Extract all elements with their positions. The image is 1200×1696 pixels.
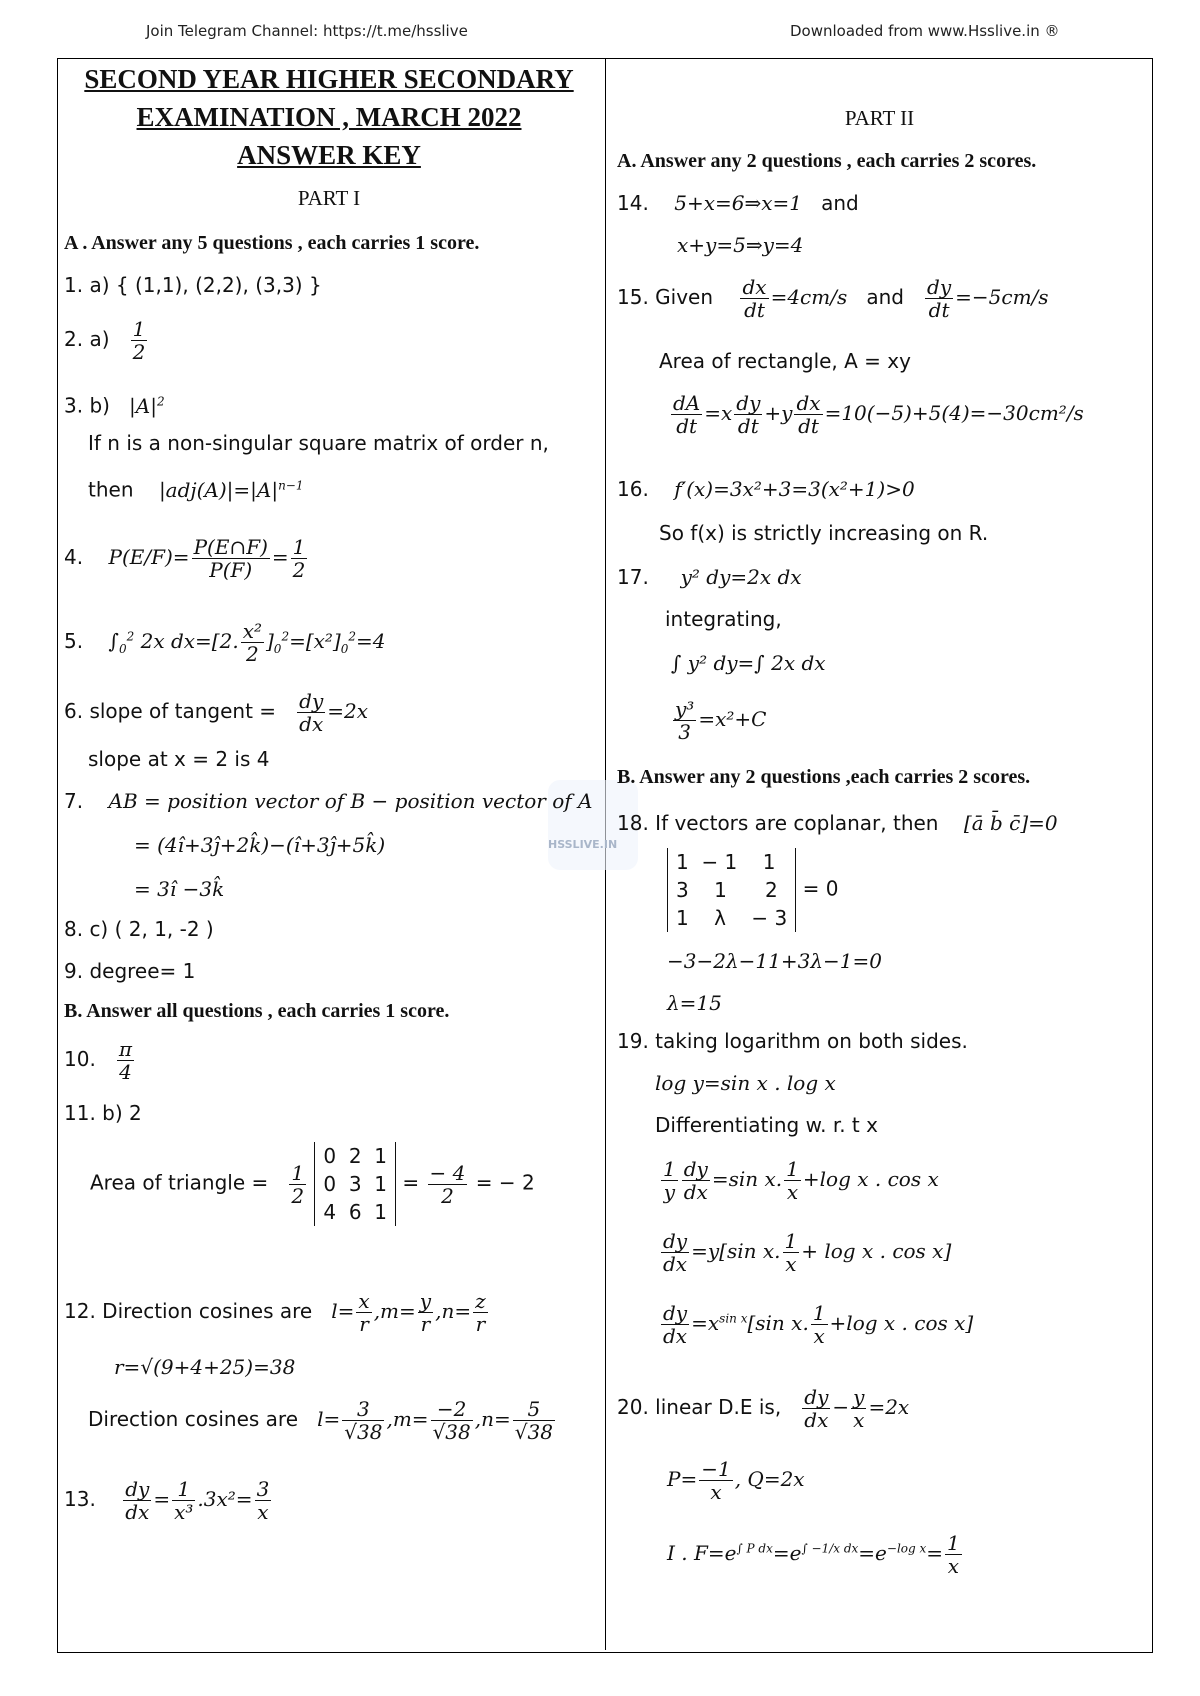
answer-14 bbox=[617, 190, 859, 216]
answer-18-equation: −3−2λ−11+3λ−1=0 bbox=[667, 949, 882, 973]
answer-3-then-label: then bbox=[88, 477, 134, 502]
answer-4: 4. P(E/F)= $\frac{P(E\cap F)}{P(F)}$ = $\frac{1}{2}$ bbox=[64, 535, 306, 582]
answer-20-IF: I . $F=e^{\int P dx}=e^{\int -1/x dx}=e^{-log x}=$ $\frac{1}{x}$ bbox=[667, 1531, 960, 1578]
answer-15-area: Area of rectangle, A = xy bbox=[659, 349, 911, 373]
answer-12-label: 12. Direction cosines are bbox=[64, 1299, 313, 1323]
answer-17-expr: y² dy=2x dx bbox=[680, 565, 802, 589]
title-line-3: ANSWER KEY bbox=[237, 140, 421, 170]
answer-15: 15. Given $\frac{dx}{dt}$ =4cm/s and $\frac{dy}{dt}$ =−5cm/s bbox=[617, 275, 1049, 322]
answer-9: 9. degree= 1 bbox=[64, 959, 196, 983]
answer-17-result: $\frac{\text{y³}}{3}$ =x²+C bbox=[675, 697, 767, 744]
answer-12-dc: Direction cosines are l= $\frac{3}{√38}$ ,m= $\frac{-2}{√38}$ ,n= $\frac{5}{√38}$ bbox=[88, 1397, 553, 1444]
answer-16 bbox=[617, 476, 915, 502]
answer-8: 8. c) ( 2, 1, -2 ) bbox=[64, 917, 214, 941]
answer-6-note: slope at x = 2 is 4 bbox=[88, 747, 270, 771]
answer-18-label: 18. If vectors are coplanar, then bbox=[617, 811, 939, 835]
answer-4-label: 4. bbox=[64, 545, 84, 569]
part2-heading: PART II bbox=[844, 106, 915, 130]
answer-3: 3. b) $|A|^2$ bbox=[64, 393, 165, 418]
answer-17 bbox=[617, 564, 802, 590]
answer-7-line-3: = 3î −3k̂ bbox=[134, 877, 225, 901]
answer-2-label: 2. a) bbox=[64, 327, 110, 351]
answer-16-label: 16. bbox=[617, 477, 649, 501]
answer-11-area-label: Area of triangle = bbox=[90, 1170, 269, 1195]
answer-13-label: 13. bbox=[64, 1487, 96, 1511]
answer-19-diff: Differentiating w. r. t x bbox=[655, 1113, 878, 1137]
answer-19: 19. taking logarithm on both sides. bbox=[617, 1029, 968, 1053]
answer-18-determinant: 1 − 1 1 3 1 2 1 λ − 3 = 0 bbox=[667, 848, 838, 932]
answer-14-line-1: 5+x=6⇒x=1 bbox=[674, 191, 803, 215]
answer-7-label: 7. bbox=[64, 789, 84, 813]
answer-7 bbox=[64, 788, 592, 814]
answer-2 bbox=[64, 318, 149, 363]
answer-17-label: 17. bbox=[617, 565, 649, 589]
header-download-source: Downloaded from www.Hsslive.in ® bbox=[790, 22, 1060, 40]
answer-5-label: 5. bbox=[64, 629, 84, 653]
answer-12-dc-label: Direction cosines are bbox=[88, 1407, 299, 1431]
answer-5: 5. $\int_0^2$ 2x dx=[2. $\frac{\text{x²}}{2}$ ]$_0^2=[x^2]_0^2=4$ bbox=[64, 619, 386, 666]
answer-16-expr: f′(x)=3x²+3=3(x²+1)>0 bbox=[674, 477, 915, 501]
answer-20-Q: , Q=2x bbox=[734, 1467, 805, 1491]
watermark-logo-label: HSSLIVE.IN bbox=[548, 838, 618, 851]
answer-20-PQ: P= $\frac{-1}{x}$ , Q=2x bbox=[667, 1457, 805, 1504]
answer-7-line-2: = (4î+3ĵ+2k̂)−(î+3ĵ+5k̂) bbox=[134, 833, 386, 857]
answer-3-label: 3. b) bbox=[64, 393, 110, 418]
answer-6: 6. slope of tangent = $\frac{dy}{dx}$ =2x bbox=[64, 689, 369, 736]
answer-10: 10. $\frac{\pi}{4}$ bbox=[64, 1037, 133, 1084]
answer-15-derivative: $\frac{dA}{dt}$ =x $\frac{dy}{dt}$ +y $\frac{dx}{dt}$ =10(−5)+5(4)=−30cm²/s bbox=[673, 391, 1084, 438]
answer-14-label: 14. bbox=[617, 191, 649, 215]
answer-10-label: 10. bbox=[64, 1047, 96, 1071]
answer-19-step-3: $\frac{dy}{dx}$ $=x^{sin x}[\sin$ x. $\frac{1}{x}$ +log x . cos x] bbox=[663, 1301, 974, 1348]
answer-11: 11. b) 2 bbox=[64, 1101, 142, 1125]
answer-20: 20. linear D.E is, $\frac{dy}{dx}$ − $\frac{y}{x}$ =2x bbox=[617, 1385, 910, 1432]
answer-19-log: log y=sin x . log x bbox=[655, 1071, 836, 1095]
answer-16-note: So f(x) is strictly increasing on R. bbox=[659, 521, 989, 545]
answer-15-label: 15. Given bbox=[617, 285, 714, 309]
part2-section-b: B. Answer any 2 questions ,each carries 2 scores. bbox=[617, 766, 1031, 788]
answer-2-value: $\frac{1}{2}$ bbox=[132, 317, 146, 364]
title-line-1: SECOND YEAR HIGHER SECONDARY bbox=[84, 64, 574, 94]
answer-3-then: then $|adj(A)|=|A|^{n-1}$ bbox=[88, 477, 304, 502]
part1-section-b: B. Answer all questions , each carries 1 score. bbox=[64, 1000, 450, 1022]
answer-17-note: integrating, bbox=[665, 607, 782, 631]
title-line-2: EXAMINATION , MARCH 2022 bbox=[136, 102, 522, 132]
answer-18: 18. If vectors are coplanar, then [ā b̄ c̄]=0 bbox=[617, 811, 1058, 835]
answer-17-integral: ∫ y² dy=∫ 2x dx bbox=[671, 651, 826, 675]
page-header bbox=[0, 22, 1200, 46]
answer-11-area: Area of triangle = $\frac{1}{2}$ 0 2 1 0 3 1 4 6 1 = $\frac{- 4}{2}$ = − 2 bbox=[90, 1144, 535, 1224]
answer-19-step-1: $\frac{1}{y}$ $\frac{dy}{dx}$ =sin x. $\frac{1}{x}$ +log x . cos x bbox=[663, 1157, 939, 1204]
answer-7-line-1: AB = position vector of B − position vector of A bbox=[108, 789, 593, 813]
answer-13: 13. $\frac{dy}{dx}$ = $\frac{1}{\text{x³}}$ .3x²= $\frac{3}{x}$ bbox=[64, 1477, 270, 1524]
answer-12: 12. Direction cosines are l= $\frac{x}{r}$ ,m= $\frac{y}{r}$ ,n= $\frac{z}{r}$ bbox=[64, 1289, 486, 1336]
answer-20-label: 20. linear D.E is, bbox=[617, 1395, 782, 1419]
answer-15-and: and bbox=[866, 285, 904, 309]
answer-6-label: 6. slope of tangent = bbox=[64, 699, 277, 723]
answer-12-r: r=√(9+4+25)=38 bbox=[114, 1355, 296, 1379]
part2-section-a: A. Answer any 2 questions , each carries 2 scores. bbox=[617, 150, 1037, 172]
answer-14-and: and bbox=[821, 191, 859, 215]
header-telegram: Join Telegram Channel: https://t.me/hsslive bbox=[146, 22, 468, 40]
answer-1: 1. a) { (1,1), (2,2), (3,3) } bbox=[64, 273, 322, 297]
answer-19-step-2: $\frac{dy}{dx}$ =y[sin x. $\frac{1}{x}$ + log x . cos x] bbox=[663, 1229, 952, 1276]
part1-heading: PART I bbox=[297, 186, 361, 210]
answer-3-note: If n is a non-singular square matrix of order n, bbox=[88, 431, 549, 455]
answer-14-line-2: x+y=5⇒y=4 bbox=[677, 233, 804, 257]
part1-section-a: A . Answer any 5 questions , each carries 1 score. bbox=[64, 232, 480, 254]
answer-18-lambda: λ=15 bbox=[667, 991, 722, 1015]
